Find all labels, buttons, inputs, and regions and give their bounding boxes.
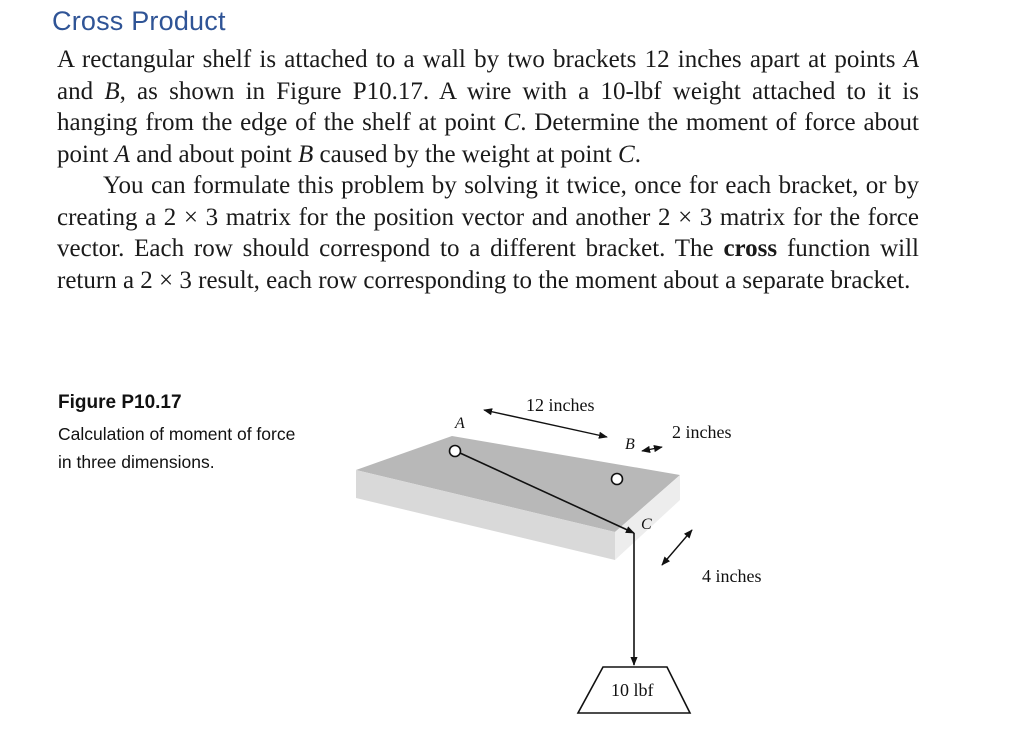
bracket-point-b bbox=[612, 474, 623, 485]
point-label-c: C bbox=[641, 516, 652, 533]
section-title: Cross Product bbox=[52, 6, 226, 36]
dimension-label-12in: 12 inches bbox=[526, 395, 595, 415]
dimension-arrow-4in bbox=[662, 530, 692, 565]
figure-caption-title: Figure P10.17 bbox=[58, 392, 182, 413]
problem-paragraph-1: A rectangular shelf is attached to a wall by two brackets 12 inches apart at points A and B, as shown in Figure P10.17. A wire with a 10-lbf weight attached to it is hanging from the edge of the shelf at point C. Determine the moment of force about point A and about point B caused by the weight at point C. bbox=[57, 46, 919, 168]
point-label-a: A bbox=[455, 415, 465, 432]
dimension-label-2in: 2 inches bbox=[672, 422, 732, 442]
bracket-point-a bbox=[450, 446, 461, 457]
dimension-label-4in: 4 inches bbox=[702, 566, 762, 586]
figure-caption-text: Calculation of moment of force in three dimensions. bbox=[58, 424, 296, 472]
weight-label: 10 lbf bbox=[611, 680, 654, 700]
problem-paragraph-2: You can formulate this problem by solving it twice, once for each bracket, or by creating a 2 × 3 matrix for the position vector and another 2 × 3 matrix for the force vector. Each row should correspond to a different bracket. The cross function will return a 2 × 3 result, each row corresponding to the moment about a separate bracket. bbox=[57, 172, 919, 294]
dimension-arrow-2in bbox=[642, 447, 662, 451]
cross-function-name: cross bbox=[723, 235, 778, 262]
point-label-b: B bbox=[625, 436, 635, 453]
